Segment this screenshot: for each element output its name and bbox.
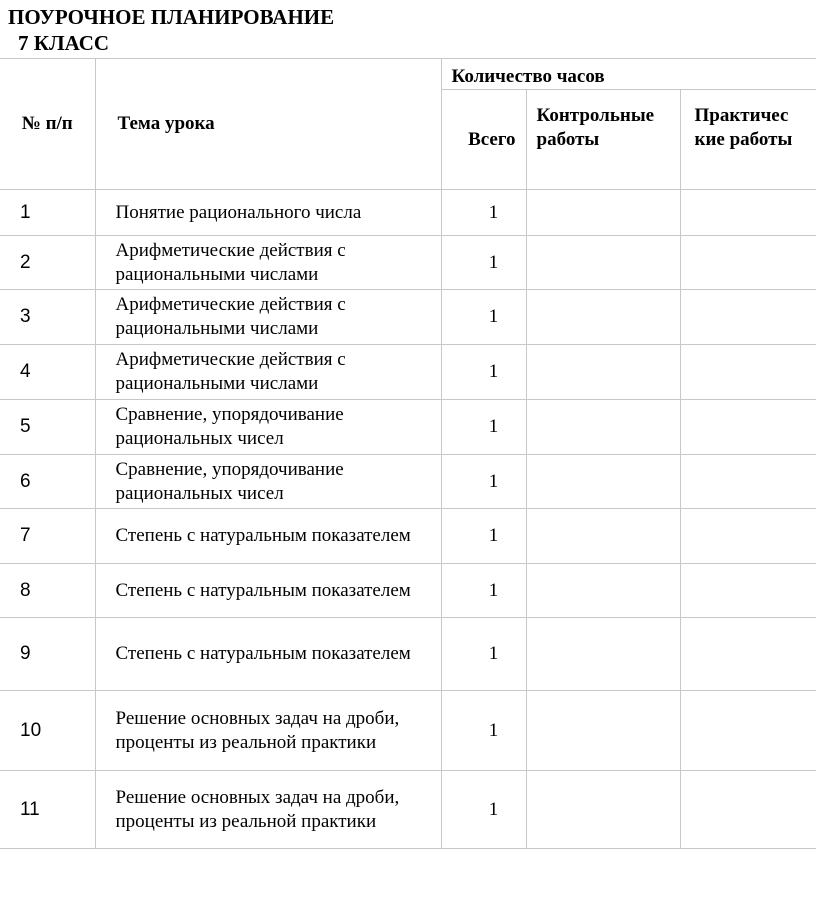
row-control-works bbox=[526, 190, 680, 236]
table-row bbox=[0, 345, 816, 400]
header-number: № п/п bbox=[0, 59, 95, 190]
row-control-works bbox=[526, 455, 680, 509]
row-number: 10 bbox=[0, 691, 95, 771]
table-row bbox=[0, 618, 816, 691]
title-line-1: ПОУРОЧНОЕ ПЛАНИРОВАНИЕ bbox=[8, 5, 335, 29]
row-topic: Арифметические действия с рациональными числами bbox=[95, 290, 441, 345]
lesson-plan-table bbox=[0, 58, 816, 849]
table-row bbox=[0, 400, 816, 455]
row-control-works bbox=[526, 564, 680, 618]
row-total-hours: 1 bbox=[441, 290, 526, 345]
row-control-works bbox=[526, 691, 680, 771]
table-row bbox=[0, 771, 816, 849]
header-total: Всего bbox=[441, 90, 526, 190]
row-control-works bbox=[526, 290, 680, 345]
page-title bbox=[8, 4, 334, 56]
row-practical-works bbox=[680, 691, 816, 771]
row-total-hours: 1 bbox=[441, 618, 526, 691]
row-practical-works bbox=[680, 509, 816, 564]
row-topic: Сравнение, упорядочивание рациональных чисел bbox=[95, 400, 441, 455]
row-control-works bbox=[526, 345, 680, 400]
row-number: 1 bbox=[0, 190, 95, 236]
row-number: 9 bbox=[0, 618, 95, 691]
row-topic: Арифметические действия с рациональными числами bbox=[95, 236, 441, 290]
row-practical-works bbox=[680, 290, 816, 345]
row-practical-works bbox=[680, 618, 816, 691]
row-total-hours: 1 bbox=[441, 400, 526, 455]
row-topic: Степень с натуральным показателем bbox=[95, 618, 441, 691]
row-number: 2 bbox=[0, 236, 95, 290]
row-total-hours: 1 bbox=[441, 455, 526, 509]
row-practical-works bbox=[680, 236, 816, 290]
row-control-works bbox=[526, 400, 680, 455]
row-control-works bbox=[526, 771, 680, 849]
table-row bbox=[0, 290, 816, 345]
row-control-works bbox=[526, 236, 680, 290]
table-row bbox=[0, 236, 816, 290]
row-topic: Степень с натуральным показателем bbox=[95, 564, 441, 618]
row-topic: Сравнение, упорядочивание рациональных чисел bbox=[95, 455, 441, 509]
row-topic: Степень с натуральным показателем bbox=[95, 509, 441, 564]
row-number: 8 bbox=[0, 564, 95, 618]
row-number: 5 bbox=[0, 400, 95, 455]
header-topic: Тема урока bbox=[95, 59, 441, 190]
row-number: 3 bbox=[0, 290, 95, 345]
row-number: 6 bbox=[0, 455, 95, 509]
table-row bbox=[0, 455, 816, 509]
row-number: 7 bbox=[0, 509, 95, 564]
row-topic: Арифметические действия с рациональными числами bbox=[95, 345, 441, 400]
row-number: 4 bbox=[0, 345, 95, 400]
row-practical-works bbox=[680, 345, 816, 400]
row-total-hours: 1 bbox=[441, 691, 526, 771]
row-topic: Решение основных задач на дроби, проценты из реальной практики bbox=[95, 691, 441, 771]
row-practical-works bbox=[680, 771, 816, 849]
table-header bbox=[0, 59, 816, 190]
row-topic: Решение основных задач на дроби, проценты из реальной практики bbox=[95, 771, 441, 849]
row-total-hours: 1 bbox=[441, 509, 526, 564]
header-hours: Количество часов bbox=[441, 59, 816, 90]
row-number: 11 bbox=[0, 771, 95, 849]
row-total-hours: 1 bbox=[441, 345, 526, 400]
row-practical-works bbox=[680, 455, 816, 509]
row-topic: Понятие рационального числа bbox=[95, 190, 441, 236]
row-total-hours: 1 bbox=[441, 564, 526, 618]
row-practical-works bbox=[680, 190, 816, 236]
title-line-2: 7 КЛАСС bbox=[18, 31, 110, 55]
row-practical-works bbox=[680, 400, 816, 455]
table-row bbox=[0, 190, 816, 236]
row-control-works bbox=[526, 618, 680, 691]
header-control-works: Контрольные работы bbox=[526, 90, 680, 190]
table-row bbox=[0, 691, 816, 771]
row-total-hours: 1 bbox=[441, 236, 526, 290]
table-body bbox=[0, 190, 816, 849]
header-practical-works: Практичес кие работы bbox=[680, 90, 816, 190]
table-row bbox=[0, 509, 816, 564]
row-total-hours: 1 bbox=[441, 771, 526, 849]
row-control-works bbox=[526, 509, 680, 564]
table-row bbox=[0, 564, 816, 618]
row-practical-works bbox=[680, 564, 816, 618]
row-total-hours: 1 bbox=[441, 190, 526, 236]
